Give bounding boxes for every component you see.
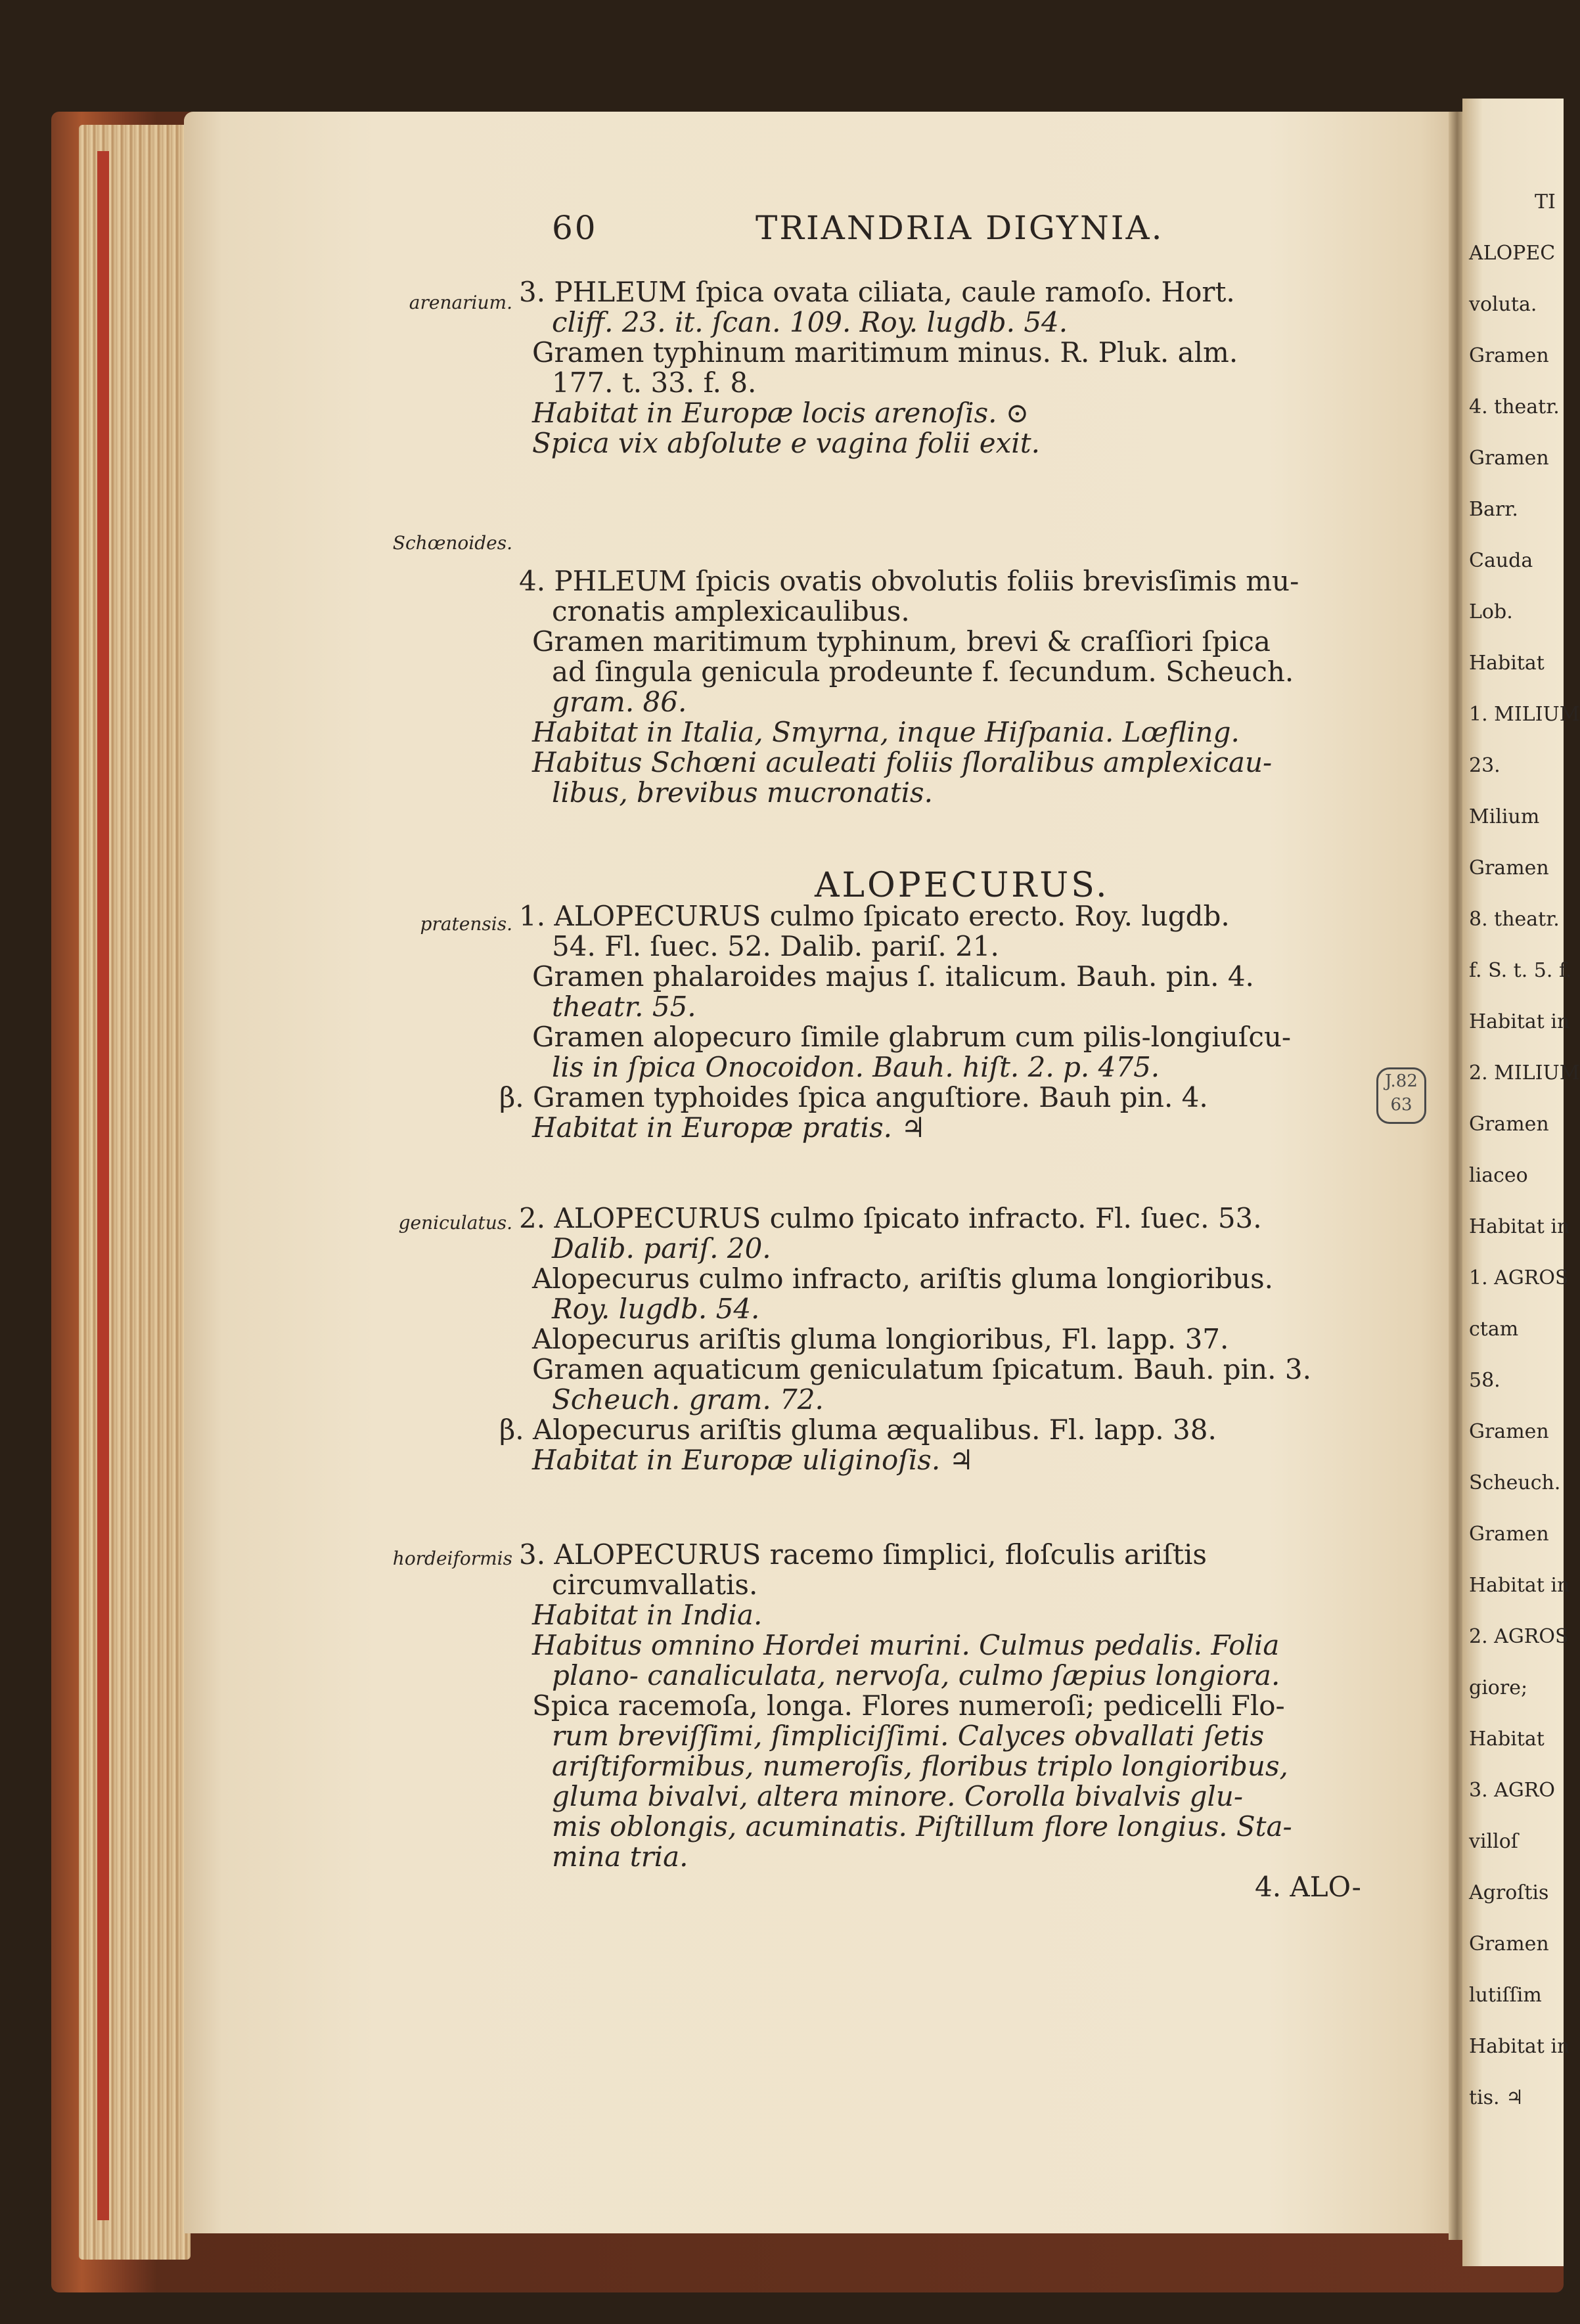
right-page-line: Habitat	[1469, 1728, 1545, 1751]
right-page-line: ctam	[1469, 1318, 1519, 1341]
text-line: Alopecurus culmo infracto, ariſtis gluma longioribus.	[532, 1263, 1274, 1295]
text-line: rum breviſſimi, ſimpliciſſimi. Calyces obvallati ſetis	[552, 1720, 1265, 1752]
text-line: Habitat in Europæ locis arenoſis. ⊙	[532, 397, 1029, 429]
page-number: 60	[552, 209, 598, 247]
text-line: ad ſingula genicula prodeunte f. ſecundum. Scheuch.	[552, 656, 1294, 688]
page-edges	[79, 125, 191, 2260]
right-page-line: voluta.	[1469, 293, 1537, 316]
text-line: Gramen phalaroides majus ſ. italicum. Bauh. pin. 4.	[532, 960, 1254, 993]
right-page-line: Gramen	[1469, 1523, 1549, 1546]
margin-name-schoenoides: Schœnoides.	[392, 532, 512, 554]
text-line: Roy. lugdb. 54.	[552, 1293, 760, 1325]
right-page-line: 1. MILIUM	[1469, 703, 1580, 726]
right-page-line: Gramen	[1469, 1933, 1549, 1955]
right-page-line: Habitat in	[1469, 1010, 1570, 1033]
margin-name-geniculatus: geniculatus.	[398, 1212, 512, 1234]
right-page-line: Lob.	[1469, 600, 1513, 623]
text-line: Alopecurus ariſtis gluma longioribus, Fl. lapp. 37.	[532, 1323, 1229, 1355]
margin-name-hordeiformis: hordeiformis	[392, 1548, 512, 1569]
right-page-line: TI	[1535, 190, 1556, 213]
right-page-line: liaceo	[1469, 1164, 1528, 1187]
right-page-line: Barr.	[1469, 498, 1518, 521]
text-line: Habitat in Italia, Smyrna, inque Hiſpania. Lœfling.	[532, 716, 1240, 748]
text-line: mis oblongis, acuminatis. Piſtillum flore longius. Sta-	[552, 1810, 1292, 1843]
text-line: Gramen alopecuro ſimile glabrum cum pilis-longiuſcu-	[532, 1021, 1292, 1053]
right-page-line: 23.	[1469, 754, 1501, 777]
right-page-line: Gramen	[1469, 857, 1549, 880]
right-page-line: lutiſſim	[1469, 1984, 1542, 2007]
right-page-line: tis. ♃	[1469, 2086, 1524, 2109]
right-page-line: 2. MILIUM	[1469, 1061, 1580, 1084]
text-line: Gramen aquaticum geniculatum ſpicatum. Bauh. pin. 3.	[532, 1353, 1311, 1385]
right-page-line: 2. AGROS	[1469, 1625, 1569, 1648]
text-line: gluma bivalvi, altera minore. Corolla bivalvis glu-	[552, 1780, 1244, 1812]
right-page-line: villoſ	[1469, 1830, 1518, 1853]
right-page-line: 8. theatr.	[1469, 908, 1560, 931]
right-page-line: Gramen	[1469, 344, 1549, 367]
right-page-line: Habitat in	[1469, 1215, 1570, 1238]
right-page-line: Agroſtis	[1469, 1881, 1549, 1904]
right-page-line: Gramen	[1469, 447, 1549, 470]
text-line: 2. ALOPECURUS culmo ſpicato infracto. Fl. ſuec. 53.	[519, 1202, 1262, 1234]
right-page-line: Habitat	[1469, 652, 1545, 675]
text-line: Spica vix abſolute e vagina folii exit.	[532, 427, 1040, 459]
text-line: Dalib. pariſ. 20.	[552, 1232, 771, 1264]
text-line: Habitus Schœni aculeati foliis ſloralibus amplexicau-	[532, 746, 1273, 778]
text-line: plano- canaliculata, nervoſa, culmo ſæpius longiora.	[552, 1659, 1280, 1691]
margin-name-pratensis: pratensis.	[420, 913, 512, 935]
right-page-line: Habitat in	[1469, 2035, 1570, 2058]
genus-heading: ALOPECURUS.	[815, 866, 1110, 905]
text-line: 3. PHLEUM ſpica ovata ciliata, caule ramoſo. Hort.	[519, 276, 1235, 308]
right-page-line: Cauda	[1469, 549, 1533, 572]
text-line: β. Alopecurus ariſtis gluma æqualibus. Fl. lapp. 38.	[499, 1414, 1217, 1446]
text-line: theatr. 55.	[552, 991, 696, 1023]
text-line: Habitat in India.	[532, 1599, 763, 1631]
right-page-line: 58.	[1469, 1369, 1501, 1392]
text-line: ariſtiformibus, numeroſis, floribus triplo longioribus,	[552, 1750, 1288, 1782]
text-line: 3. ALOPECURUS racemo ſimplici, floſculis ariſtis	[519, 1538, 1207, 1571]
text-line: Habitat in Europæ pratis. ♃	[532, 1111, 926, 1144]
text-line: 177. t. 33. f. 8.	[552, 367, 757, 399]
running-title: TRIANDRIA DIGYNIA.	[756, 209, 1164, 247]
right-page-line: giore;	[1469, 1676, 1528, 1699]
text-line: cliff. 23. it. ſcan. 109. Roy. lugdb. 54.	[552, 306, 1068, 338]
text-line: Scheuch. gram. 72.	[552, 1383, 824, 1416]
right-page	[1462, 99, 1580, 2266]
text-line: 4. ALO-	[1255, 1871, 1361, 1903]
text-line: mina tria.	[552, 1841, 688, 1873]
text-line: gram. 86.	[552, 686, 687, 718]
right-page-line: ALOPEC	[1469, 242, 1556, 265]
text-line: cronatis amplexicaulibus.	[552, 595, 910, 627]
right-page-line: Habitat in	[1469, 1574, 1570, 1597]
text-line: β. Gramen typhoides ſpica anguſtiore. Bauh pin. 4.	[499, 1081, 1208, 1113]
right-page-line: Gramen	[1469, 1420, 1549, 1443]
text-line: lis in ſpica Onocoidon. Bauh. hiſt. 2. p. 475.	[552, 1051, 1160, 1083]
text-line: 4. PHLEUM ſpicis ovatis obvolutis foliis brevisſimis mu-	[519, 565, 1299, 597]
text-line: Habitus omnino Hordei murini. Culmus pedalis. Folia	[532, 1629, 1280, 1661]
right-page-line: 4. theatr.	[1469, 395, 1560, 418]
text-line: libus, brevibus mucronatis.	[552, 776, 933, 809]
text-line: Gramen maritimum typhinum, brevi & craſſiori ſpica	[532, 625, 1271, 658]
right-page-line: 3. AGRO	[1469, 1779, 1555, 1802]
right-page-line: 1. AGROS	[1469, 1266, 1569, 1289]
right-page-line: Scheuch.	[1469, 1471, 1561, 1494]
right-page-line: Gramen	[1469, 1113, 1549, 1136]
text-line: Spica racemoſa, longa. Flores numeroſi; pedicelli Flo-	[532, 1689, 1285, 1722]
right-page-line: Milium	[1469, 805, 1540, 828]
right-page-line: f. S. t. 5. f.	[1469, 959, 1572, 982]
text-line: 54. Fl. ſuec. 52. Dalib. pariſ. 21.	[552, 930, 999, 962]
pencil-annotation: J.82 63	[1376, 1067, 1426, 1124]
margin-name-arenarium: arenarium.	[409, 292, 512, 313]
text-line: Habitat in Europæ uliginoſis. ♃	[532, 1444, 974, 1476]
text-line: 1. ALOPECURUS culmo ſpicato erecto. Roy. lugdb.	[519, 900, 1230, 932]
red-edge	[97, 151, 109, 2220]
text-line: circumvallatis.	[552, 1569, 758, 1601]
text-line: Gramen typhinum maritimum minus. R. Pluk. alm.	[532, 336, 1238, 369]
